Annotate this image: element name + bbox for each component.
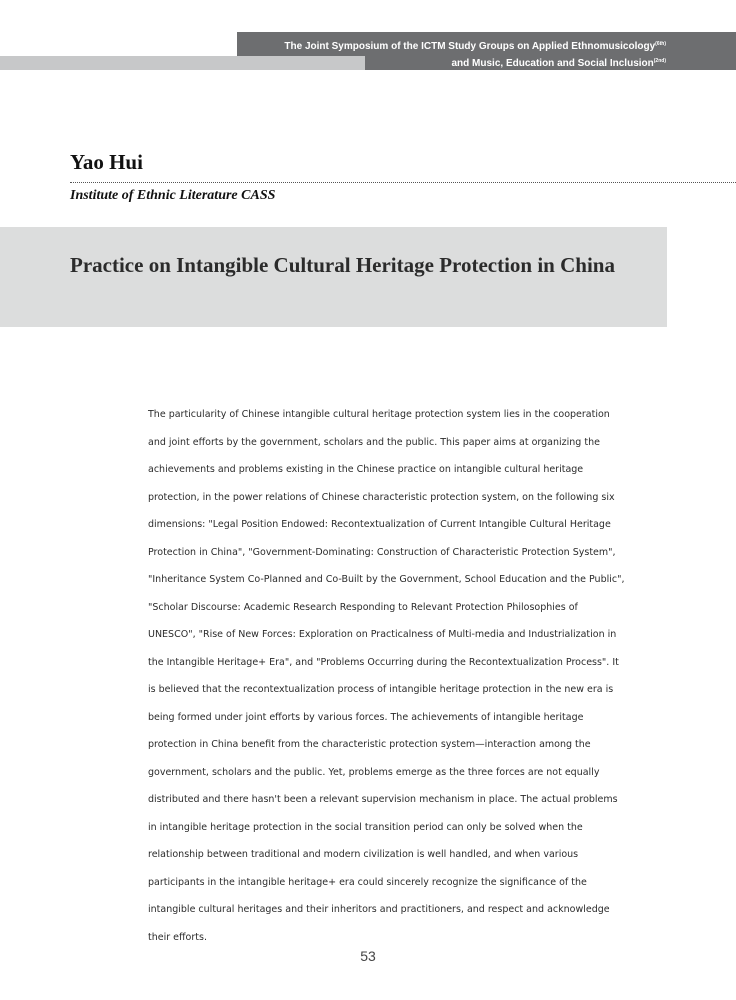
header-line-1: The Joint Symposium of the ICTM Study Groups on Applied Ethnomusicology: [284, 41, 656, 52]
page-number: 53: [360, 948, 376, 964]
paper-title: Practice on Intangible Cultural Heritage Protection in China: [70, 253, 615, 277]
abstract-text: The particularity of Chinese intangible cultural heritage protection system lies in the cooperation and joint efforts by the government, scholars and the public. This paper aims at organizing the achievements and problems existing in the Chinese practice on intangible cultural heritage protection, in the power relations of Chinese characteristic protection system, on the following six dimensions: "Legal Position Endowed: Recontextualization of Current Intangible Cultural Heritage Protection in China", "Government-Dominating: Construction of Characteristic Protection System", "Inheritance System Co-Planned and Co-Built by the Government, School Education and the Public", "Scholar Discourse: Academic Research Responding to Relevant Protection Philosophies of UNESCO", "Rise of New Forces: Exploration on Practicalness of Multi-media and Industrialization in the Intangible Heritage+ Era", and "Problems Occurring during the Recontextualization Process". It is believed that the recontextualization process of intangible heritage protection in the new era is being formed under joint efforts by various forces. The achievements of intangible heritage protection in China benefit from the characteristic protection system—interaction among the government, scholars and the public. Yet, problems emerge as the three forces are not equally distributed and there hasn't been a relevant supervision mechanism in place. The actual problems in intangible heritage protection in the social transition period can only be solved when the relationship between traditional and modern civilization is well handled, and when various participants in the intangible heritage+ era could sincerely recognize the significance of the intangible cultural heritages and their inheritors and practitioners, and respect and acknowledge their efforts.: [148, 409, 625, 943]
dotted-divider: [70, 182, 736, 183]
header-line-1-sup: (6th): [655, 41, 666, 47]
author-affiliation: Institute of Ethnic Literature CASS: [70, 188, 276, 203]
header-line-2-sup: (2nd): [653, 58, 666, 64]
running-header: [284, 37, 666, 71]
header-line-2: and Music, Education and Social Inclusion: [451, 58, 654, 69]
author-name: Yao Hui: [70, 150, 143, 174]
